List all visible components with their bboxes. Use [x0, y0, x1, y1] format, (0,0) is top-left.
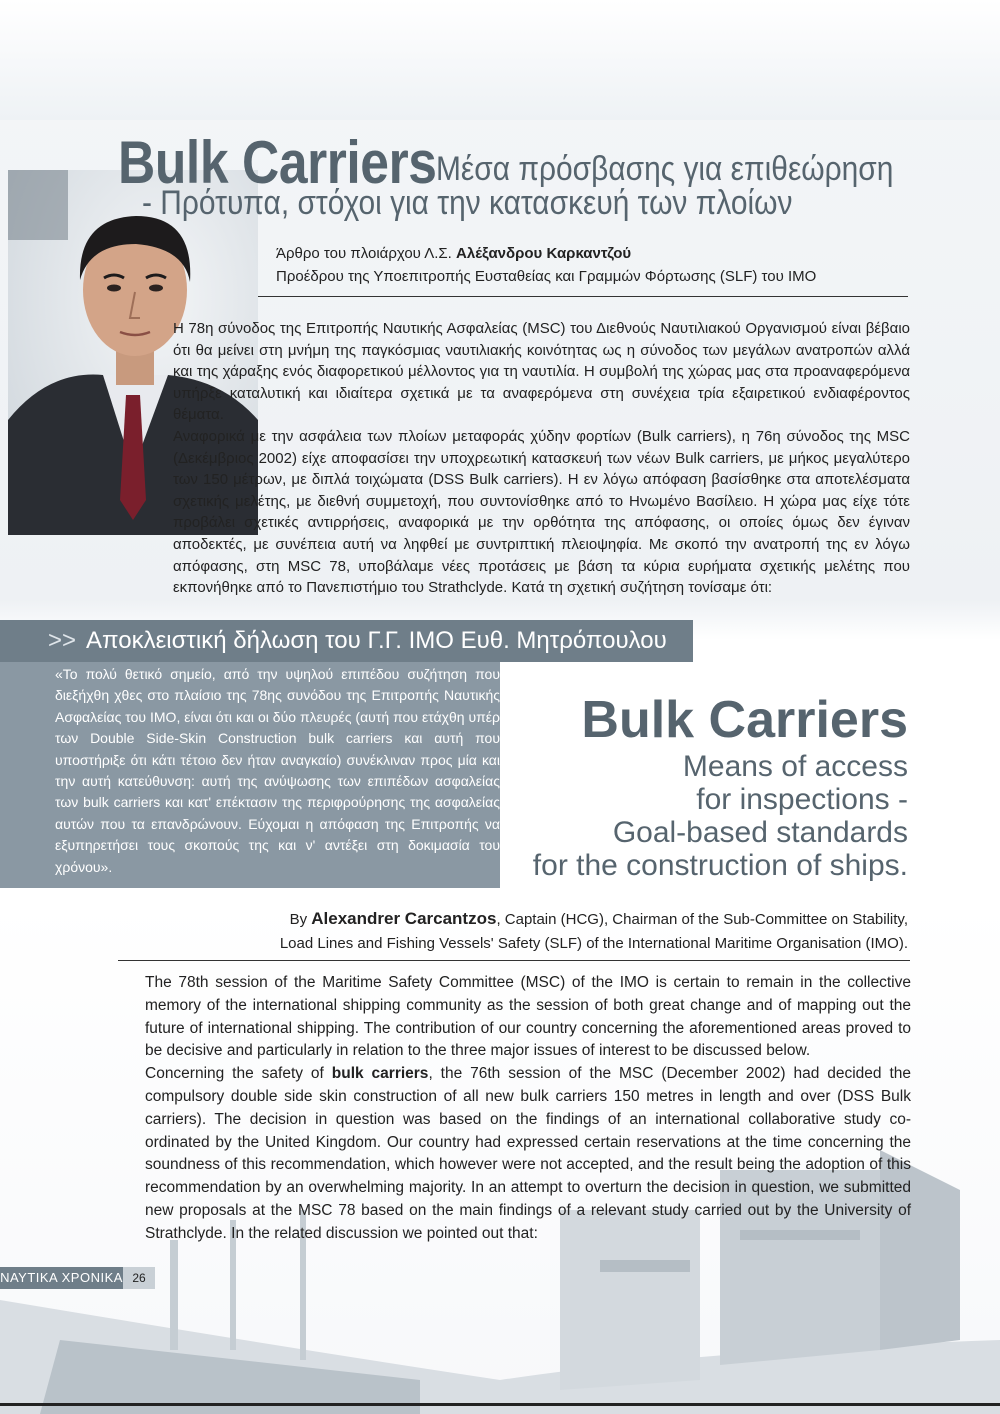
- greek-byline: [276, 242, 816, 288]
- english-title: [533, 690, 908, 882]
- english-paragraph-2-bold: bulk carriers: [331, 1065, 429, 1083]
- english-paragraph-2-rest: , the 76th session of the MSC (December 2002) had decided the compulsory double side skin construction of all new bulk carriers 150 metres in length and over (DSS Bulk carriers). The decision in question was based on the findings of an international collaborative study co-ordinated by the United Kingdom. Our country had expressed certain reservations at the time concerning the soundness of this recommendation, which however were not accepted, and the result being the adoption of this recommendation by an overwhelming majority. In an attempt to overturn the decision in question, we submitted new proposals at the MSC 78 based on the main findings of a relevant study carried out by the University of Strathclyde. In the related discussion we pointed out that:: [145, 1065, 911, 1242]
- greek-title: [118, 128, 958, 222]
- quote-heading: Αποκλειστική δήλωση του Γ.Γ. ΙΜΟ Ευθ. Μητρόπουλου: [86, 627, 667, 654]
- english-byline-line1: , Captain (HCG), Chairman of the Sub-Committee on Stability,: [496, 911, 908, 928]
- english-title-line3: Goal-based standards: [612, 816, 908, 849]
- quote-text: «Το πολύ θετικό σημείο, από την υψηλού επιπέδου συζήτηση που διεξήχθη χθες στο πλαίσιο της 78ης συνόδου της Επιτροπής Ναυτικής Ασφαλείας του ΙΜΟ, είναι ότι και οι δύο πλευρές (αυτή που ετάχθη υπέρ των Double Side-Skin Construction bulk carriers και αυτή που υποστήριξε ότι κάτι τέτοιο δεν ήταν αναγκαίο) συνέκλιναν προς μία και την αυτή κατεύθυνση: αυτή της ανύψωσης των επιπέδων ασφαλείας των bulk carriers και κατ' επέκτασιν της περιφρούρησης της ασφαλείας αυτών που τα επανδρώνουν. Εύχομαι η απόφαση της Επιτροπής να εξυπηρετήσει τους σκοπούς της και ν' αντέξει στη δοκιμασία του χρόνου».: [55, 666, 500, 875]
- english-title-line2: for inspections -: [696, 783, 908, 816]
- english-byline-by: By: [289, 911, 308, 928]
- english-byline-author: Alexandrer Carcantzos: [311, 909, 497, 928]
- greek-byline-prefix: Άρθρο του πλοιάρχου Λ.Σ.: [276, 245, 452, 262]
- english-title-main: Bulk Carriers: [581, 691, 908, 749]
- greek-body: [173, 318, 910, 599]
- greek-subtitle-line1: Μέσα πρόσβασης για επιθεώρηση: [436, 150, 894, 188]
- english-paragraph-2-start: Concerning the safety of: [145, 1065, 332, 1083]
- magazine-name: ΝΑΥΤΙΚΑ ΧΡΟΝΙΚΑ: [0, 1267, 123, 1289]
- english-byline-line2: Load Lines and Fishing Vessels' Safety (SLF) of the International Maritime Organisation (IMO).: [279, 935, 908, 952]
- header-background: [0, 0, 1000, 120]
- english-byline: [280, 907, 908, 956]
- greek-subtitle-line2: - Πρότυπα, στόχοι για την κατασκευή των πλοίων: [142, 184, 793, 222]
- page-number: 26: [123, 1267, 155, 1289]
- quote-arrows-icon: >>: [48, 627, 77, 654]
- english-title-line1: Means of access: [682, 750, 908, 783]
- greek-byline-rule: [258, 296, 908, 297]
- greek-byline-author: Αλέξανδρου Καρκαντζού: [456, 245, 632, 262]
- greek-paragraph-2: Αναφορικά με την ασφάλεια των πλοίων μεταφοράς χύδην φορτίων (Bulk carriers), η 76η σύνοδος της MSC (Δεκέμβριος 2002) είχε αποφασίσει την υποχρεωτική κατασκευή των νέων Bulk carriers, με μήκος μεγαλύτερο των 150 μέτρων, με διπλά τοιχώματα (DSS Bulk carriers). Η εν λόγω απόφαση βασίσθηκε στα αποτελέσματα σχετικής μελέτης, με διεθνή συμμετοχή, που συντονίσθηκε από το Ηνωμένο Βασίλειο. Η χώρα μας είχε τότε προβάλει σχετικές αντιρρήσεις, αναφορικά με την ορθότητα της απόφασης, οι οποίες όμως δεν έγιναν αποδεκτές, με συνέπεια αυτή να ληφθεί με συντριπτική πλειοψηφία. Με σκοπό την ανατροπή της εν λόγω απόφασης, στη MSC 78, υποβάλαμε νέες προτάσεις με βάση τα κύρια ευρήματα σχετικής μελέτης που εκπονήθηκε από το Πανεπιστήμιο του Strathclyde. Κατά τη σχετική συζήτηση τονίσαμε ότι:: [173, 427, 910, 597]
- greek-paragraph-1: Η 78η σύνοδος της Επιτροπής Ναυτικής Ασφαλείας (MSC) του Διεθνούς Ναυτιλιακού Οργανισμού είναι βέβαιο ότι θα μείνει στη μνήμη της παγκόσμιας ναυτιλιακής κοινότητας ως η σύνοδος των μεγάλων ανατροπών αλλά και της χάραξης ενός διαφορετικού μέλλοντος για τη ναυτιλία. Η συμβολή της χώρας μας στα προαναφερόμενα υπήρξε καταλυτική και ιδιαίτερα σχετικά με τα αναφερόμενα στη συνέχεια τρία εξαιρετικού ενδιαφέροντος θέματα.: [173, 320, 910, 424]
- greek-byline-role: Προέδρου της Υποεπιτροπής Ευσταθείας και Γραμμών Φόρτωσης (SLF) του ΙΜΟ: [276, 268, 817, 285]
- english-body: [145, 972, 911, 1246]
- bottom-rule: [0, 1403, 1000, 1406]
- quote-heading-bar: [0, 620, 693, 662]
- english-paragraph-2: [145, 1063, 911, 1245]
- english-byline-rule: [118, 960, 910, 961]
- greek-title-main: Bulk Carriers: [118, 129, 437, 196]
- english-title-line4: for the construction of ships.: [532, 849, 908, 882]
- english-paragraph-1: The 78th session of the Maritime Safety Committee (MSC) of the IMO is certain to remain in the collective memory of the international shipping community as the session of both great change and of mapping out the future of international shipping. The contribution of our country concerning the aforementioned areas proved to be decisive and particularly in relation to the three major issues of interest to be discussed below.: [145, 974, 911, 1060]
